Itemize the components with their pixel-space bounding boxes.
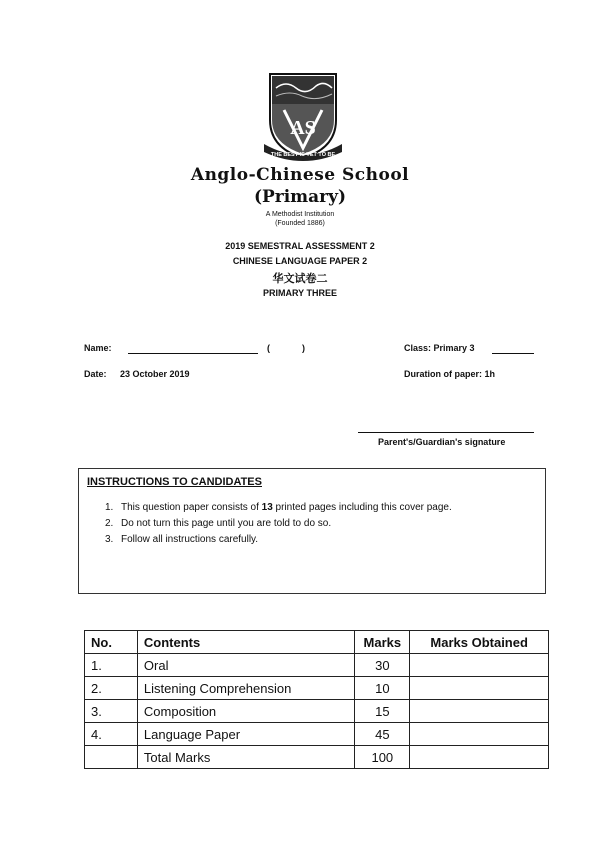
table-header-row xyxy=(85,631,549,654)
school-name: Anglo-Chinese School xyxy=(190,165,410,185)
total-obtained-cell[interactable] xyxy=(410,746,549,769)
header-no: No. xyxy=(85,631,138,654)
subject-title: CHINESE LANGUAGE PAPER 2 xyxy=(232,256,368,266)
name-label: Name: xyxy=(84,343,112,353)
total-row xyxy=(85,746,549,769)
founded-text: (Founded 1886) xyxy=(275,220,325,227)
header-marks: Marks xyxy=(355,631,410,654)
class-label: Class: Primary 3 xyxy=(404,343,475,353)
signature-field[interactable] xyxy=(358,432,534,433)
date-label: Date: xyxy=(84,369,107,379)
total-label: Total Marks xyxy=(137,746,354,769)
instruction-item: 1. This question paper consists of 13 printed pages including this cover page. xyxy=(105,502,452,513)
date-value: 23 October 2019 xyxy=(120,369,190,379)
table-row: 2. Listening Comprehension 10 xyxy=(85,677,549,700)
index-paren-open: ( xyxy=(267,343,270,353)
school-division: (Primary) xyxy=(253,187,347,207)
svg-text:THE BEST IS YET TO BE: THE BEST IS YET TO BE xyxy=(270,152,336,158)
level-title: PRIMARY THREE xyxy=(262,288,337,298)
signature-label: Parent's/Guardian's signature xyxy=(378,437,506,447)
instructions-box xyxy=(78,468,546,594)
table-row: 1. Oral 30 xyxy=(85,654,549,677)
duration-text: Duration of paper: 1h xyxy=(404,369,496,379)
institution-text: A Methodist Institution xyxy=(265,211,335,218)
total-marks: 100 xyxy=(355,746,410,769)
marks-obtained-cell[interactable] xyxy=(410,654,549,677)
marks-obtained-cell[interactable] xyxy=(410,700,549,723)
name-field[interactable] xyxy=(128,353,258,354)
instructions-title: INSTRUCTIONS TO CANDIDATES xyxy=(87,476,262,488)
table-row: 3. Composition 15 xyxy=(85,700,549,723)
svg-text:AS: AS xyxy=(290,117,316,139)
assessment-title: 2019 SEMESTRAL ASSESSMENT 2 xyxy=(225,241,375,251)
subject-chinese-title: 华文试卷二 xyxy=(272,272,328,285)
header-marks-obtained: Marks Obtained xyxy=(410,631,549,654)
marks-obtained-cell[interactable] xyxy=(410,677,549,700)
table-row: 4. Language Paper 45 xyxy=(85,723,549,746)
instruction-item: 2. Do not turn this page until you are told to do so. xyxy=(105,518,332,529)
instructions-list xyxy=(105,500,452,548)
index-paren-close: ) xyxy=(302,343,305,353)
header-contents: Contents xyxy=(137,631,354,654)
instruction-item: 3. Follow all instructions carefully. xyxy=(105,534,259,545)
marks-table xyxy=(84,630,549,769)
marks-obtained-cell[interactable] xyxy=(410,723,549,746)
school-crest-logo xyxy=(262,70,344,166)
class-field[interactable] xyxy=(492,353,534,354)
